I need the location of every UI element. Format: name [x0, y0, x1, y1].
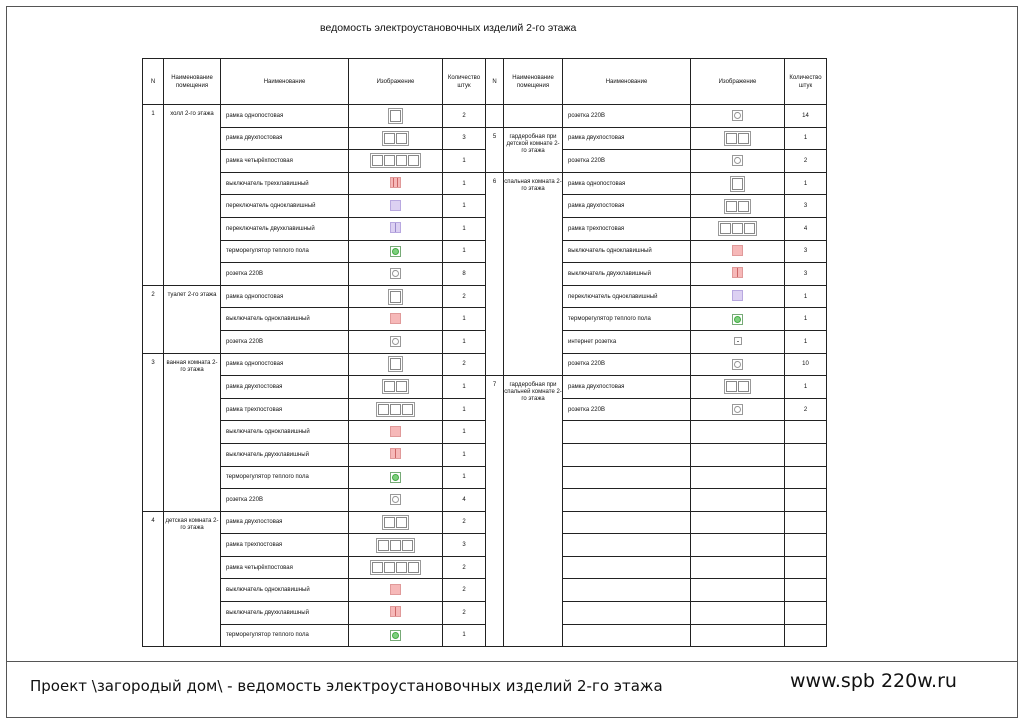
- item-name: выключатель одноклавишный: [563, 240, 691, 263]
- item-qty: 14: [785, 105, 827, 128]
- frame-3-icon: [718, 221, 757, 236]
- header-image: Изображение: [691, 59, 785, 105]
- item-name: выключатель одноклавишный: [221, 308, 349, 331]
- table-row: [486, 172, 827, 195]
- item-image: [349, 217, 443, 240]
- item-name: розетка 220В: [221, 330, 349, 353]
- item-image: [349, 556, 443, 579]
- item-image: [349, 240, 443, 263]
- right-table: [485, 58, 827, 647]
- item-image: [691, 308, 785, 331]
- item-name: рамка двухпостовая: [221, 511, 349, 534]
- item-name: [563, 511, 691, 534]
- room-name: спальная комната 2-го этажа: [504, 172, 563, 375]
- item-image: [349, 511, 443, 534]
- frame-4-icon: [370, 153, 421, 168]
- item-qty: 2: [443, 353, 486, 376]
- item-name: [563, 489, 691, 512]
- table-row: [143, 511, 486, 534]
- item-qty: 2: [443, 105, 486, 128]
- thermostat-icon: [390, 630, 401, 641]
- thermostat-icon: [732, 314, 743, 325]
- row-number: 2: [143, 285, 164, 353]
- item-image: [349, 398, 443, 421]
- right-header-row: [486, 59, 827, 105]
- item-qty: 1: [443, 308, 486, 331]
- item-qty: [785, 443, 827, 466]
- room-name: гардеробная при детской комнате 2-го этажа: [504, 127, 563, 172]
- item-name: интернет розетка: [563, 330, 691, 353]
- item-image: [691, 240, 785, 263]
- switch-two-key-icon: [390, 606, 401, 617]
- item-name: выключатель двухклавишный: [563, 263, 691, 286]
- item-image: [691, 127, 785, 150]
- item-qty: 2: [785, 398, 827, 421]
- item-qty: 1: [443, 398, 486, 421]
- item-qty: 1: [443, 240, 486, 263]
- item-name: рамка однопостовая: [221, 285, 349, 308]
- switch-one-key-icon: [390, 584, 401, 595]
- item-name: [563, 466, 691, 489]
- item-name: [563, 579, 691, 602]
- item-name: рамка трехпостовая: [563, 217, 691, 240]
- item-image: [691, 466, 785, 489]
- internet-socket-icon: [734, 337, 742, 345]
- item-image: [691, 330, 785, 353]
- item-qty: 2: [443, 511, 486, 534]
- switch-two-key-icon: [732, 267, 743, 278]
- footer-divider: [6, 661, 1018, 662]
- item-name: [563, 556, 691, 579]
- room-name: [504, 105, 563, 128]
- item-qty: [785, 556, 827, 579]
- header-name: Наименование: [563, 59, 691, 105]
- socket-icon: [732, 155, 743, 166]
- item-image: [691, 353, 785, 376]
- item-image: [691, 150, 785, 173]
- item-qty: 1: [443, 195, 486, 218]
- header-qty: Количество штук: [443, 59, 486, 105]
- frame-4-icon: [370, 560, 421, 575]
- table-row: [486, 127, 827, 150]
- header-qty: Количество штук: [785, 59, 827, 105]
- item-qty: 10: [785, 353, 827, 376]
- thermostat-icon: [390, 246, 401, 257]
- item-image: [691, 398, 785, 421]
- item-image: [691, 195, 785, 218]
- item-image: [349, 602, 443, 625]
- item-name: розетка 220В: [563, 150, 691, 173]
- item-qty: 1: [443, 466, 486, 489]
- item-name: [563, 624, 691, 647]
- item-qty: 8: [443, 263, 486, 286]
- item-qty: 1: [785, 330, 827, 353]
- room-name: туалет 2-го этажа: [164, 285, 221, 353]
- item-name: переключатель двухклавишный: [221, 217, 349, 240]
- item-name: переключатель одноклавишный: [221, 195, 349, 218]
- item-image: [349, 466, 443, 489]
- item-image: [349, 489, 443, 512]
- header-n: N: [143, 59, 164, 105]
- item-image: [691, 105, 785, 128]
- header-room: Наименование помещения: [164, 59, 221, 105]
- item-qty: 1: [785, 285, 827, 308]
- item-qty: [785, 489, 827, 512]
- item-image: [349, 263, 443, 286]
- item-name: терморегулятор теплого пола: [563, 308, 691, 331]
- item-name: рамка четырёхпостовая: [221, 150, 349, 173]
- switch-one-key-icon: [390, 313, 401, 324]
- item-qty: 1: [443, 376, 486, 399]
- item-name: [563, 421, 691, 444]
- item-image: [349, 534, 443, 557]
- item-name: выключатель двухклавишный: [221, 602, 349, 625]
- item-qty: 1: [443, 217, 486, 240]
- row-number: 6: [486, 172, 504, 375]
- item-qty: 4: [785, 217, 827, 240]
- item-image: [349, 579, 443, 602]
- table-row: [143, 353, 486, 376]
- item-image: [349, 172, 443, 195]
- toggle-one-key-icon: [390, 200, 401, 211]
- room-name: холл 2-го этажа: [164, 105, 221, 286]
- item-name: [563, 534, 691, 557]
- room-name: гардеробная при спальней комнате 2-го этажа: [504, 376, 563, 647]
- right-table-body: [486, 105, 827, 647]
- frame-1-icon: [388, 356, 403, 372]
- project-caption: Проект \загородый дом\ - ведомость электроустановочных изделий 2-го этажа: [30, 677, 663, 695]
- item-qty: 1: [785, 308, 827, 331]
- row-number: 1: [143, 105, 164, 286]
- item-name: переключатель одноклавишный: [563, 285, 691, 308]
- room-name: ванная комната 2-го этажа: [164, 353, 221, 511]
- item-image: [691, 556, 785, 579]
- item-qty: 1: [785, 376, 827, 399]
- table-row: [486, 105, 827, 128]
- frame-2-icon: [382, 515, 409, 530]
- item-name: розетка 220В: [563, 105, 691, 128]
- item-name: рамка однопостовая: [221, 353, 349, 376]
- item-image: [349, 330, 443, 353]
- item-image: [349, 376, 443, 399]
- item-name: выключатель одноклавишный: [221, 579, 349, 602]
- header-n: N: [486, 59, 504, 105]
- room-name: детская комната 2-го этажа: [164, 511, 221, 647]
- page-title: ведомость электроустановочных изделий 2-го этажа: [320, 22, 577, 34]
- switch-two-key-icon: [390, 448, 401, 459]
- site-url: www.spb 220w.ru: [790, 670, 957, 692]
- item-qty: 1: [443, 150, 486, 173]
- frame-1-icon: [388, 289, 403, 305]
- item-qty: 1: [443, 330, 486, 353]
- item-name: рамка однопостовая: [221, 105, 349, 128]
- item-qty: 3: [785, 195, 827, 218]
- item-name: выключатель двухклавишный: [221, 443, 349, 466]
- header-room: Наименование помещения: [504, 59, 563, 105]
- left-table: [142, 58, 486, 647]
- item-name: рамка четырёхпостовая: [221, 556, 349, 579]
- item-name: рамка двухпостовая: [221, 127, 349, 150]
- switch-one-key-icon: [732, 245, 743, 256]
- item-image: [691, 511, 785, 534]
- item-qty: 3: [443, 534, 486, 557]
- item-image: [349, 353, 443, 376]
- item-name: [563, 602, 691, 625]
- item-name: розетка 220В: [221, 263, 349, 286]
- row-number: [486, 105, 504, 128]
- socket-icon: [732, 110, 743, 121]
- item-image: [691, 489, 785, 512]
- table-row: [143, 285, 486, 308]
- item-qty: [785, 421, 827, 444]
- item-image: [691, 624, 785, 647]
- item-qty: 1: [785, 127, 827, 150]
- item-qty: [785, 466, 827, 489]
- item-qty: 3: [443, 127, 486, 150]
- item-name: рамка трехпостовая: [221, 398, 349, 421]
- item-qty: 3: [785, 240, 827, 263]
- item-qty: 1: [785, 172, 827, 195]
- item-qty: [785, 511, 827, 534]
- item-qty: 1: [443, 421, 486, 444]
- frame-2-icon: [724, 379, 751, 394]
- item-name: терморегулятор теплого пола: [221, 624, 349, 647]
- item-name: рамка двухпостовая: [563, 127, 691, 150]
- switch-three-key-icon: [390, 177, 401, 188]
- item-name: розетка 220В: [563, 353, 691, 376]
- item-name: выключатель трехклавишный: [221, 172, 349, 195]
- item-name: розетка 220В: [221, 489, 349, 512]
- item-image: [349, 195, 443, 218]
- row-number: 4: [143, 511, 164, 647]
- item-qty: [785, 579, 827, 602]
- item-image: [349, 285, 443, 308]
- frame-1-icon: [388, 108, 403, 124]
- item-qty: 2: [443, 285, 486, 308]
- item-name: терморегулятор теплого пола: [221, 240, 349, 263]
- item-qty: 2: [443, 556, 486, 579]
- item-image: [691, 376, 785, 399]
- header-name: Наименование: [221, 59, 349, 105]
- item-qty: [785, 602, 827, 625]
- left-header-row: [143, 59, 486, 105]
- item-image: [691, 172, 785, 195]
- toggle-two-key-icon: [390, 222, 401, 233]
- item-image: [691, 421, 785, 444]
- item-qty: 1: [443, 172, 486, 195]
- row-number: 7: [486, 376, 504, 647]
- socket-icon: [390, 268, 401, 279]
- item-image: [349, 127, 443, 150]
- item-name: рамка однопостовая: [563, 172, 691, 195]
- item-name: терморегулятор теплого пола: [221, 466, 349, 489]
- item-image: [349, 308, 443, 331]
- item-qty: 3: [785, 263, 827, 286]
- item-image: [691, 534, 785, 557]
- item-image: [349, 150, 443, 173]
- toggle-one-key-icon: [732, 290, 743, 301]
- frame-2-icon: [724, 199, 751, 214]
- item-image: [349, 105, 443, 128]
- frame-3-icon: [376, 538, 415, 553]
- header-image: Изображение: [349, 59, 443, 105]
- item-qty: 1: [443, 624, 486, 647]
- item-image: [349, 421, 443, 444]
- item-image: [349, 624, 443, 647]
- item-image: [691, 263, 785, 286]
- thermostat-icon: [390, 472, 401, 483]
- frame-3-icon: [376, 402, 415, 417]
- frame-2-icon: [724, 131, 751, 146]
- frame-2-icon: [382, 379, 409, 394]
- item-name: розетка 220В: [563, 398, 691, 421]
- table-row: [143, 105, 486, 128]
- item-name: рамка двухпостовая: [563, 195, 691, 218]
- item-image: [691, 285, 785, 308]
- item-image: [691, 217, 785, 240]
- item-image: [349, 443, 443, 466]
- item-qty: 4: [443, 489, 486, 512]
- frame-1-icon: [730, 176, 745, 192]
- row-number: 3: [143, 353, 164, 511]
- item-name: рамка двухпостовая: [563, 376, 691, 399]
- item-name: рамка двухпостовая: [221, 376, 349, 399]
- item-qty: [785, 534, 827, 557]
- table-row: [486, 376, 827, 399]
- item-name: выключатель одноклавишный: [221, 421, 349, 444]
- item-name: [563, 443, 691, 466]
- item-image: [691, 602, 785, 625]
- frame-2-icon: [382, 131, 409, 146]
- socket-icon: [732, 404, 743, 415]
- item-qty: 2: [785, 150, 827, 173]
- item-image: [691, 579, 785, 602]
- left-table-body: [143, 105, 486, 647]
- item-name: рамка трехпостовая: [221, 534, 349, 557]
- item-image: [691, 443, 785, 466]
- socket-icon: [732, 359, 743, 370]
- item-qty: 2: [443, 602, 486, 625]
- switch-one-key-icon: [390, 426, 401, 437]
- item-qty: 2: [443, 579, 486, 602]
- item-qty: 1: [443, 443, 486, 466]
- socket-icon: [390, 494, 401, 505]
- socket-icon: [390, 336, 401, 347]
- row-number: 5: [486, 127, 504, 172]
- item-qty: [785, 624, 827, 647]
